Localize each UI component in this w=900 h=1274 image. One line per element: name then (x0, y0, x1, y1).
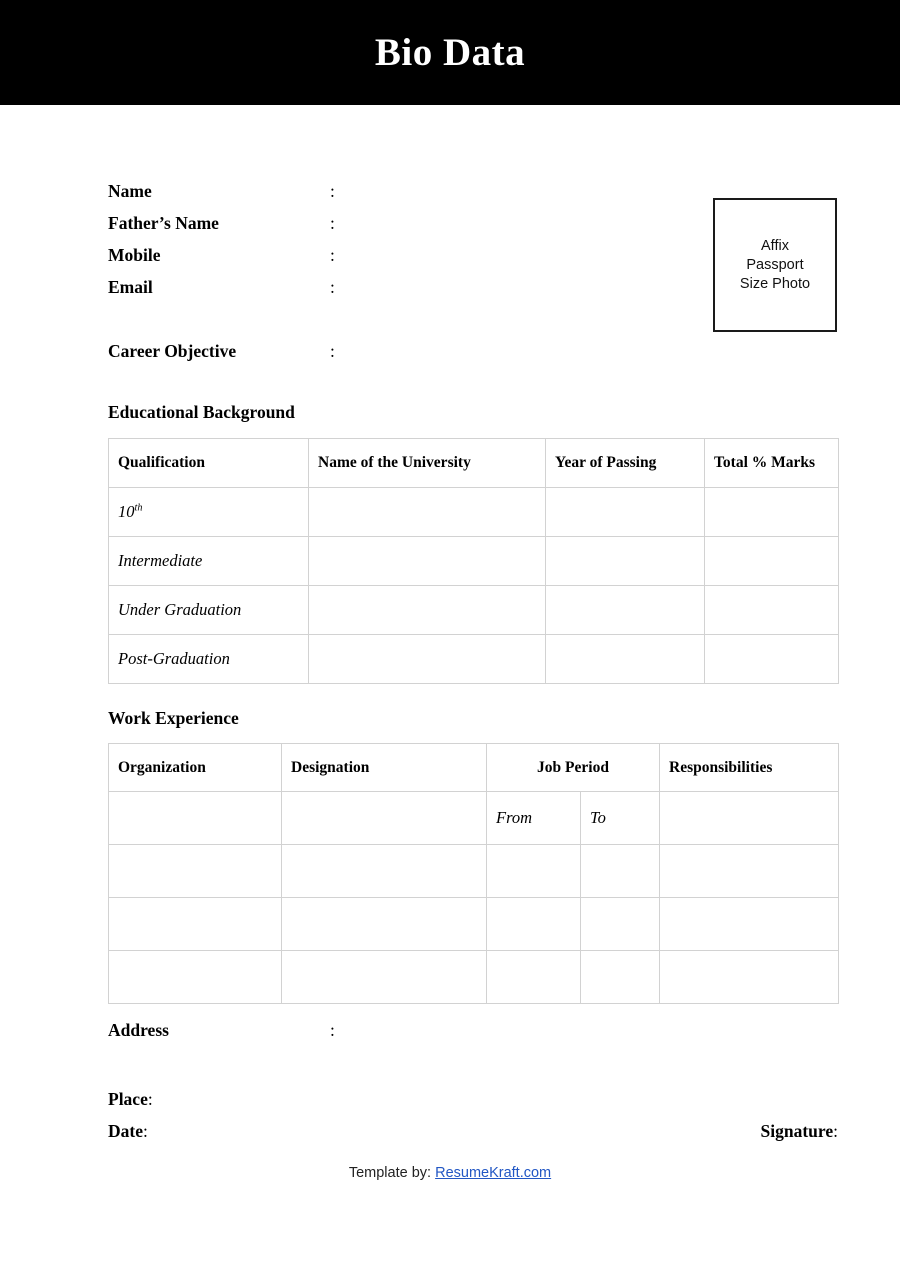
colon-career-objective: : (330, 341, 335, 361)
education-cell-year[interactable] (546, 635, 705, 684)
label-email: Email (108, 277, 153, 297)
passport-photo-box[interactable] (713, 198, 837, 332)
work-cell-responsibilities[interactable] (660, 792, 839, 845)
signature-field (761, 1115, 838, 1147)
work-cell-from[interactable] (487, 845, 581, 898)
qualification-superscript: th (134, 502, 143, 514)
colon-mobile: : (330, 245, 335, 265)
detail-row-career-objective (108, 335, 668, 367)
table-row (109, 951, 839, 1004)
work-col-organization: Organization (109, 744, 282, 792)
photo-line-2: Passport (746, 256, 804, 273)
place-colon: : (147, 1089, 153, 1109)
address-label: Address (108, 1020, 169, 1040)
label-mobile: Mobile (108, 245, 161, 265)
work-cell-to[interactable] (581, 845, 660, 898)
education-cell-university[interactable] (309, 537, 546, 586)
education-col-university: Name of the University (309, 439, 546, 488)
signature-label: Signature (760, 1121, 834, 1141)
place-label: Place (108, 1089, 148, 1109)
work-cell-responsibilities[interactable] (660, 845, 839, 898)
signoff-date-line (108, 1115, 838, 1147)
place-field (108, 1083, 153, 1115)
education-cell-year[interactable] (546, 488, 705, 537)
work-cell-from[interactable] (487, 951, 581, 1004)
work-cell-organization[interactable] (109, 898, 282, 951)
colon-email: : (330, 277, 335, 297)
work-cell-designation[interactable] (282, 845, 487, 898)
work-cell-responsibilities[interactable] (660, 898, 839, 951)
colon-fathers-name: : (330, 213, 335, 233)
signoff-section (108, 1083, 838, 1147)
education-row-label-post-graduation: Post-Graduation (109, 635, 309, 684)
qualification-text: 10 (118, 502, 135, 521)
footer (0, 1165, 900, 1181)
photo-line-3: Size Photo (739, 275, 811, 292)
work-cell-designation[interactable] (282, 792, 487, 845)
education-heading: Educational Background (108, 402, 295, 422)
work-label-to: To (581, 792, 660, 845)
table-row (109, 488, 839, 537)
signoff-place-line (108, 1083, 838, 1115)
table-row (109, 792, 839, 845)
label-fathers-name: Father’s Name (108, 213, 219, 233)
table-row (109, 898, 839, 951)
education-cell-marks[interactable] (705, 488, 839, 537)
education-cell-marks[interactable] (705, 635, 839, 684)
detail-row-fathers-name (108, 207, 668, 239)
table-row (109, 845, 839, 898)
work-cell-designation[interactable] (282, 951, 487, 1004)
date-label: Date (108, 1121, 143, 1141)
label-name: Name (108, 181, 152, 201)
page-title: Bio Data (374, 31, 526, 74)
footer-prefix: Template by: (348, 1165, 432, 1181)
photo-line-1: Affix (761, 237, 789, 254)
table-row (109, 635, 839, 684)
education-cell-marks[interactable] (705, 586, 839, 635)
work-cell-designation[interactable] (282, 898, 487, 951)
detail-row-email (108, 271, 668, 303)
work-cell-responsibilities[interactable] (660, 951, 839, 1004)
education-table (108, 438, 839, 684)
work-cell-to[interactable] (581, 951, 660, 1004)
education-row-label-under-graduation: Under Graduation (109, 586, 309, 635)
work-cell-organization[interactable] (109, 845, 282, 898)
label-career-objective: Career Objective (108, 341, 237, 361)
work-col-designation: Designation (282, 744, 487, 792)
table-row (109, 537, 839, 586)
detail-row-name (108, 175, 668, 207)
passport-photo-instruction (740, 237, 810, 294)
detail-row-mobile (108, 239, 668, 271)
address-row (108, 1020, 668, 1041)
education-cell-university[interactable] (309, 488, 546, 537)
header-band (0, 0, 900, 105)
table-row (109, 586, 839, 635)
date-colon: : (142, 1121, 148, 1141)
education-row-label-intermediate: Intermediate (109, 537, 309, 586)
resumekraft-link[interactable]: ResumeKraft.com (435, 1165, 552, 1181)
education-row-label-10th (109, 488, 309, 537)
education-cell-marks[interactable] (705, 537, 839, 586)
education-cell-year[interactable] (546, 586, 705, 635)
work-experience-table (108, 743, 839, 1004)
education-header-row (109, 439, 839, 488)
personal-details-section (108, 175, 668, 367)
education-cell-year[interactable] (546, 537, 705, 586)
education-cell-university[interactable] (309, 635, 546, 684)
work-experience-heading: Work Experience (108, 708, 239, 728)
work-cell-from[interactable] (487, 898, 581, 951)
address-colon: : (330, 1020, 335, 1040)
education-col-marks: Total % Marks (705, 439, 839, 488)
education-col-year: Year of Passing (546, 439, 705, 488)
education-col-qualification: Qualification (109, 439, 309, 488)
work-label-from: From (487, 792, 581, 845)
work-col-responsibilities: Responsibilities (660, 744, 839, 792)
education-cell-university[interactable] (309, 586, 546, 635)
date-field (108, 1115, 148, 1147)
work-cell-organization[interactable] (109, 792, 282, 845)
signature-colon: : (833, 1121, 838, 1141)
work-col-job-period: Job Period (487, 744, 660, 792)
colon-name: : (330, 181, 335, 201)
work-cell-organization[interactable] (109, 951, 282, 1004)
work-cell-to[interactable] (581, 898, 660, 951)
work-header-row (109, 744, 839, 792)
